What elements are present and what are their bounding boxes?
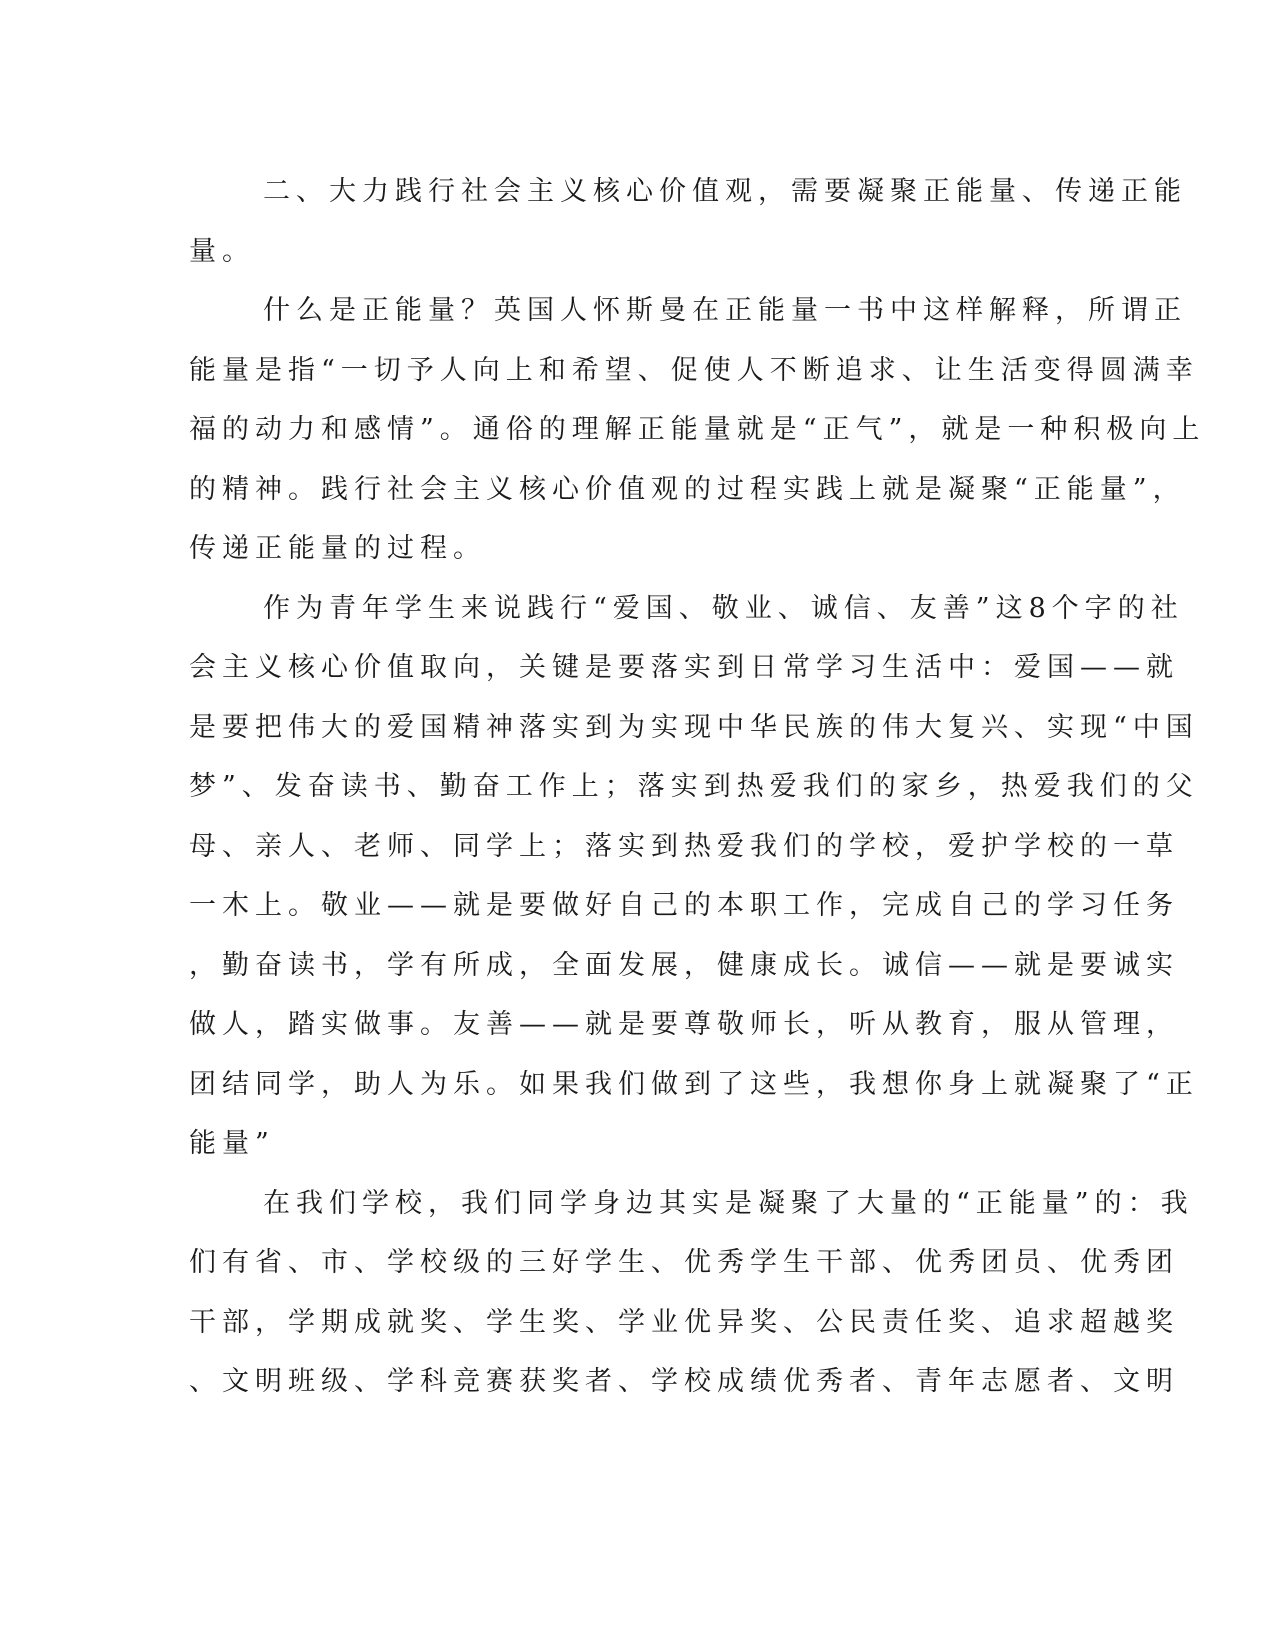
text-line: 母、亲人、老师、同学上；落实到热爱我们的学校，爱护学校的一草 — [189, 830, 1179, 862]
text-line: 做人，踏实做事。友善——就是要尊敬师长，听从教育，服从管理， — [189, 1009, 1179, 1040]
paragraph-4 — [189, 1174, 1194, 1412]
text-line: 、文明班级、学科竞赛获奖者、学校成绩优秀者、青年志愿者、文明 — [189, 1366, 1179, 1397]
text-line: 能量” — [189, 1128, 275, 1159]
text-line: 们有省、市、学校级的三好学生、优秀学生干部、优秀团员、优秀团 — [189, 1247, 1179, 1278]
text-line: 一木上。敬业——就是要做好自己的本职工作，完成自己的学习任务 — [189, 890, 1179, 921]
text-line: 团结同学，助人为乐。如果我们做到了这些，我想你身上就凝聚了“正 — [189, 1068, 1199, 1100]
text-line: 传递正能量的过程。 — [189, 533, 486, 564]
text-line: 在我们学校，我们同学身边其实是凝聚了大量的“正能量”的：我 — [263, 1187, 1194, 1219]
text-line: 二、大力践行社会主义核心价值观，需要凝聚正能量、传递正能 — [263, 176, 1187, 207]
text-line: ，勤奋读书，学有所成，全面发展，健康成长。诚信——就是要诚实 — [189, 949, 1179, 981]
text-line: 什么是正能量？英国人怀斯曼在正能量一书中这样解释，所谓正 — [263, 295, 1187, 326]
text-line: 的精神。践行社会主义核心价值观的过程实践上就是凝聚“正能量”， — [189, 473, 1186, 505]
text-line: 是要把伟大的爱国精神落实到为实现中华民族的伟大复兴、实现“中国 — [189, 711, 1199, 743]
text-line: 干部，学期成就奖、学生奖、学业优异奖、公民责任奖、追求超越奖 — [189, 1306, 1179, 1338]
document-body — [189, 162, 1206, 1412]
text-line: 作为青年学生来说践行“爱国、敬业、诚信、友善”这8个字的社 — [263, 592, 1184, 624]
text-line: 福的动力和感情”。通俗的理解正能量就是“正气”，就是一种积极向上 — [189, 414, 1206, 445]
text-line: 量。 — [189, 235, 255, 267]
paragraph-1 — [189, 162, 1187, 281]
paragraph-2 — [189, 281, 1206, 579]
text-line: 能量是指“一切予人向上和希望、促使人不断追求、让生活变得圆满幸 — [189, 354, 1199, 386]
text-line: 会主义核心价值取向，关键是要落实到日常学习生活中：爱国——就 — [189, 652, 1179, 683]
paragraph-3 — [189, 579, 1199, 1174]
text-line: 梦”、发奋读书、勤奋工作上；落实到热爱我们的家乡，热爱我们的父 — [189, 771, 1199, 802]
